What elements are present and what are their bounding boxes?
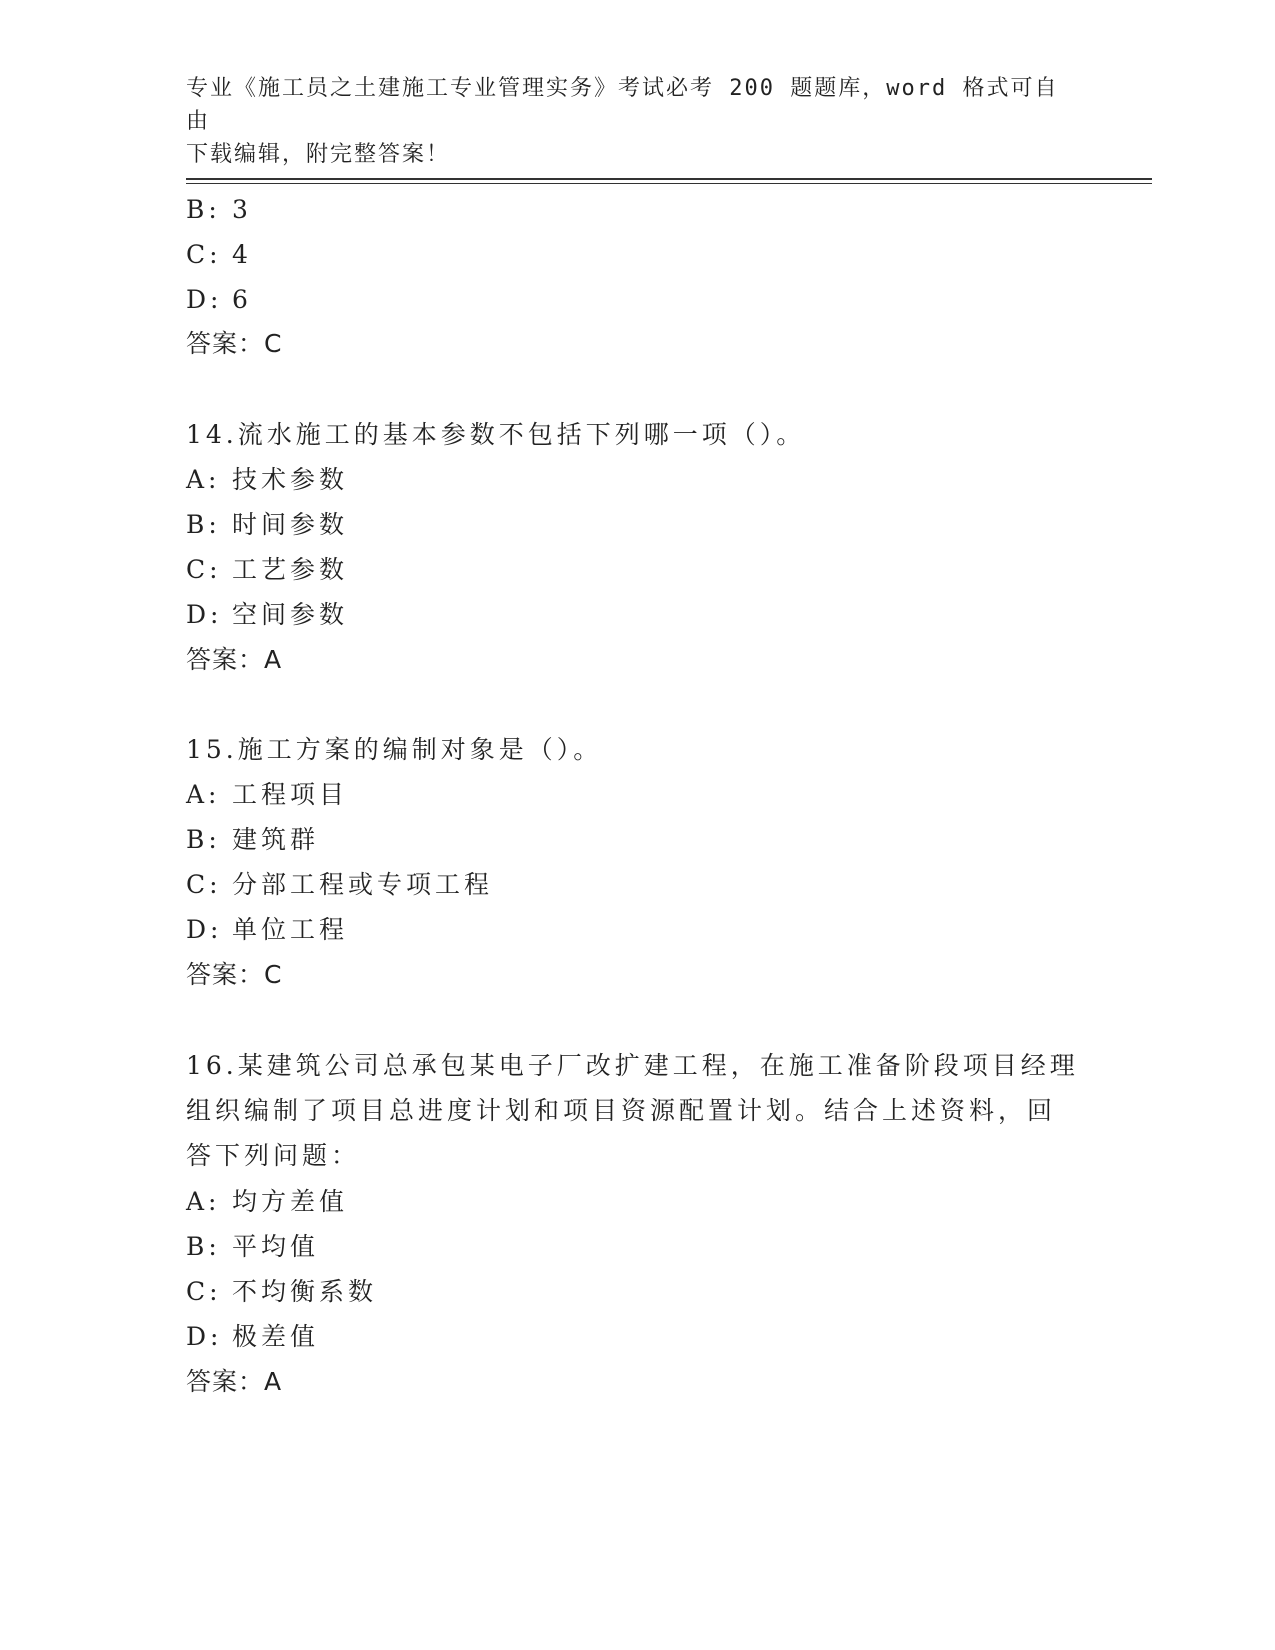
option-d (186, 915, 348, 945)
option-key: A: (186, 1187, 221, 1216)
option-c (186, 870, 493, 900)
option-b (186, 195, 252, 225)
option-text: 6 (232, 285, 252, 314)
option-key: B: (186, 510, 221, 539)
option-c (186, 240, 252, 270)
option-key: D: (186, 285, 223, 314)
header-line-1: 专业《施工员之土建施工专业管理实务》考试必考 200 题题库，word 格式可自由 (186, 76, 1059, 134)
option-b (186, 510, 348, 540)
header-divider-thin (186, 183, 1152, 184)
document-header (186, 72, 1066, 171)
question-stem: 14.流水施工的基本参数不包括下列哪一项（）。 (186, 420, 806, 449)
question-stem-line: 16.某建筑公司总承包某电子厂改扩建工程，在施工准备阶段项目经理 (186, 1051, 1079, 1080)
answer-line: 答案：C (186, 960, 283, 989)
option-key: D: (186, 600, 223, 629)
option-key: B: (186, 825, 221, 854)
option-key: A: (186, 780, 221, 809)
option-a (186, 1187, 348, 1217)
option-d (186, 600, 348, 630)
option-key: C: (186, 870, 222, 899)
question-stem: 15.施工方案的编制对象是（）。 (186, 735, 603, 764)
option-key: C: (186, 240, 222, 269)
header-divider (186, 178, 1152, 180)
option-text: 工艺参数 (232, 555, 349, 584)
option-text: 空间参数 (232, 600, 349, 629)
option-b (186, 1232, 319, 1262)
answer-line: 答案：A (186, 1367, 283, 1396)
option-text: 均方差值 (232, 1187, 349, 1216)
option-a (186, 465, 348, 495)
option-b (186, 825, 319, 855)
option-key: C: (186, 1277, 222, 1306)
answer-line: 答案：A (186, 645, 283, 674)
option-text: 分部工程或专项工程 (232, 870, 494, 899)
question-stem-line: 组织编制了项目总进度计划和项目资源配置计划。结合上述资料，回 (186, 1096, 1057, 1125)
option-text: 时间参数 (232, 510, 349, 539)
option-key: D: (186, 1322, 223, 1351)
option-text: 平均值 (232, 1232, 320, 1261)
option-d (186, 1322, 319, 1352)
option-key: D: (186, 915, 223, 944)
option-text: 工程项目 (232, 780, 349, 809)
option-key: B: (186, 195, 221, 224)
option-text: 4 (232, 240, 252, 269)
question-stem (186, 1043, 1086, 1178)
option-c (186, 555, 348, 585)
answer-line: 答案：C (186, 329, 283, 358)
header-line-2: 下载编辑，附完整答案！ (186, 142, 451, 167)
option-key: B: (186, 1232, 221, 1261)
option-text: 极差值 (232, 1322, 320, 1351)
option-text: 技术参数 (232, 465, 349, 494)
question-stem-line: 答下列问题： (186, 1141, 361, 1170)
option-key: C: (186, 555, 222, 584)
option-text: 建筑群 (232, 825, 320, 854)
option-text: 3 (232, 195, 252, 224)
option-c (186, 1277, 377, 1307)
option-text: 单位工程 (232, 915, 349, 944)
option-a (186, 780, 348, 810)
option-key: A: (186, 465, 221, 494)
option-text: 不均衡系数 (232, 1277, 378, 1306)
option-d (186, 285, 252, 315)
